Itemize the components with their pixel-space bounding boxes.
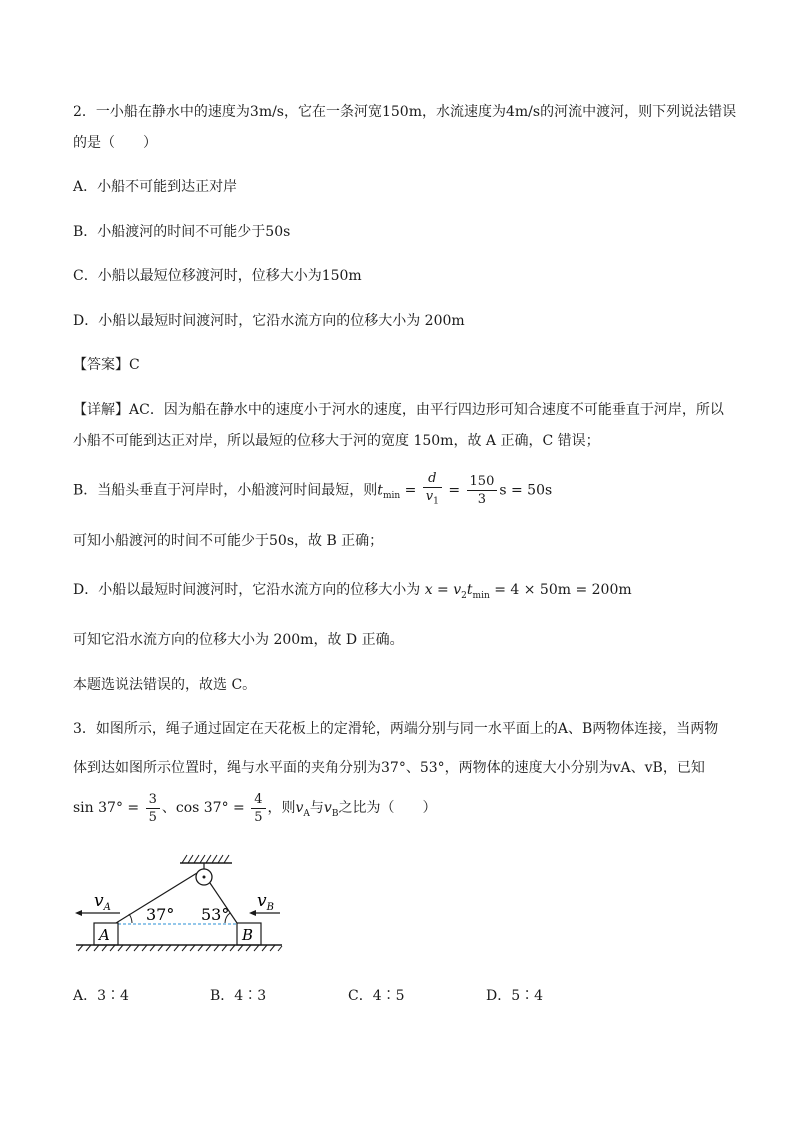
b-prefix: B．当船头垂直于河岸时，小船渡河时间最短，则 <box>73 482 378 499</box>
ratio-tail: 之比为（ ） <box>338 800 437 816</box>
q2-d-conclusion: 可知它沿水流方向的位移大小为 200m，故 D 正确。 <box>73 632 404 648</box>
angle-label-a: 37° <box>146 905 175 924</box>
frac-num-d: d <box>423 470 442 488</box>
fraction-d-over-v1 <box>423 470 442 511</box>
q2-explain-line1: 【详解】AC．因为船在静水中的速度小于河水的速度，由平行四边形可知合速度不可能垂直于河岸，所以 <box>73 402 724 418</box>
q2-stem-line1: 2．一小船在静水中的速度为3m/s，它在一条河宽150m，水流速度为4m/s的河流中渡河，则下列说法错误 <box>73 104 737 120</box>
angle-arc-a <box>129 914 132 923</box>
arrowhead-b <box>249 910 256 916</box>
q3-option-c: C．4∶5 <box>348 988 405 1004</box>
d-tail: = 4 × 50m = 200m <box>489 582 632 598</box>
q2-explain-line2: 小船不可能到达正对岸，所以最短的位移大于河的宽度 150m，故 A 正确，C 错误； <box>73 433 600 449</box>
cos-label: cos 37° = <box>175 800 250 816</box>
frac-den-v1: $v_1$ <box>425 489 439 507</box>
b-eq2: = <box>443 482 465 499</box>
pulley-figure <box>70 845 290 960</box>
q3-option-b: B．4∶3 <box>210 988 267 1004</box>
ceiling-hatch <box>182 855 229 863</box>
q3-option-d: D．5∶4 <box>486 988 544 1004</box>
b-t: t <box>377 482 383 499</box>
q3-option-a: A．3∶4 <box>73 988 129 1004</box>
d-sub2: 2 <box>461 590 467 601</box>
d-t: t <box>466 582 473 598</box>
pulley-axle <box>203 876 206 879</box>
q2-option-a: A．小船不可能到达正对岸 <box>73 179 238 195</box>
label-vb: $v_B$ <box>257 891 274 913</box>
arrowhead-a <box>75 910 82 916</box>
fraction-3-over-5: $\frac{3}{5}$ <box>146 791 160 826</box>
q2-explain-b <box>73 470 552 516</box>
fraction-4-over-5: $\frac{4}{5}$ <box>251 791 265 826</box>
frac-num-150: 150 <box>467 473 498 491</box>
b-eq1: = <box>400 482 421 499</box>
q2-explain-d: D．小船以最短时间渡河时，它沿水流方向的位移大小为 $x = v_2t_{min} = 4 \times 50m = 200m$ <box>73 582 632 601</box>
d-v: v <box>453 582 462 598</box>
q2-summary: 本题选说法错误的，故选 C。 <box>73 677 257 693</box>
ratio-sub-b: B <box>331 808 339 819</box>
q3-stem-line1: 3．如图所示，绳子通过固定在天花板上的定滑轮，两端分别与同一水平面上的A、B两物体连接，当两物 <box>73 721 719 737</box>
ratio-pre: ，则 <box>267 800 296 816</box>
q3-stem-line2: 体到达如图所示位置时，绳与水平面的夹角分别为37°、53°，两物体的速度大小分别为vA、vB，已知 <box>73 760 705 776</box>
q2-option-d: D．小船以最短时间渡河时，它沿水流方向的位移大小为 200m <box>73 313 465 329</box>
ratio-mid: 与 <box>309 800 324 816</box>
q2-option-c: C．小船以最短位移渡河时，位移大小为150m <box>73 268 362 284</box>
ratio-sub-a: A <box>303 808 310 819</box>
q2-b-conclusion: 可知小船渡河的时间不可能少于50s，故 B 正确； <box>73 533 384 549</box>
label-va: $v_A$ <box>94 891 111 913</box>
block-b-label: B <box>242 926 254 944</box>
d-x: x <box>424 582 433 598</box>
separator: 、 <box>161 800 176 816</box>
q2-option-b: B．小船渡河的时间不可能少于50s <box>73 224 291 240</box>
sin-label: sin 37° = <box>73 800 144 816</box>
d-min: min <box>472 590 490 601</box>
d-prefix: D．小船以最短时间渡河时，它沿水流方向的位移大小为 <box>73 582 425 598</box>
frac-den-3: 3 <box>477 491 487 507</box>
q3-stem-line3: sin 37° = $\frac{3}{5}$ 、cos 37° = $\frac{4}{5}$ ，则$v_A$与$v_B$之比为（ ） <box>73 791 437 825</box>
q2-stem-line2: 的是（ ） <box>73 135 157 151</box>
b-tail: s = 50s <box>499 482 553 499</box>
block-a-label: A <box>99 926 110 944</box>
b-min: min <box>382 491 401 502</box>
fraction-150-over-3 <box>467 473 498 508</box>
ground-hatch <box>78 945 282 951</box>
angle-label-b: 53° <box>201 905 230 924</box>
q2-answer: 【答案】C <box>73 357 140 373</box>
